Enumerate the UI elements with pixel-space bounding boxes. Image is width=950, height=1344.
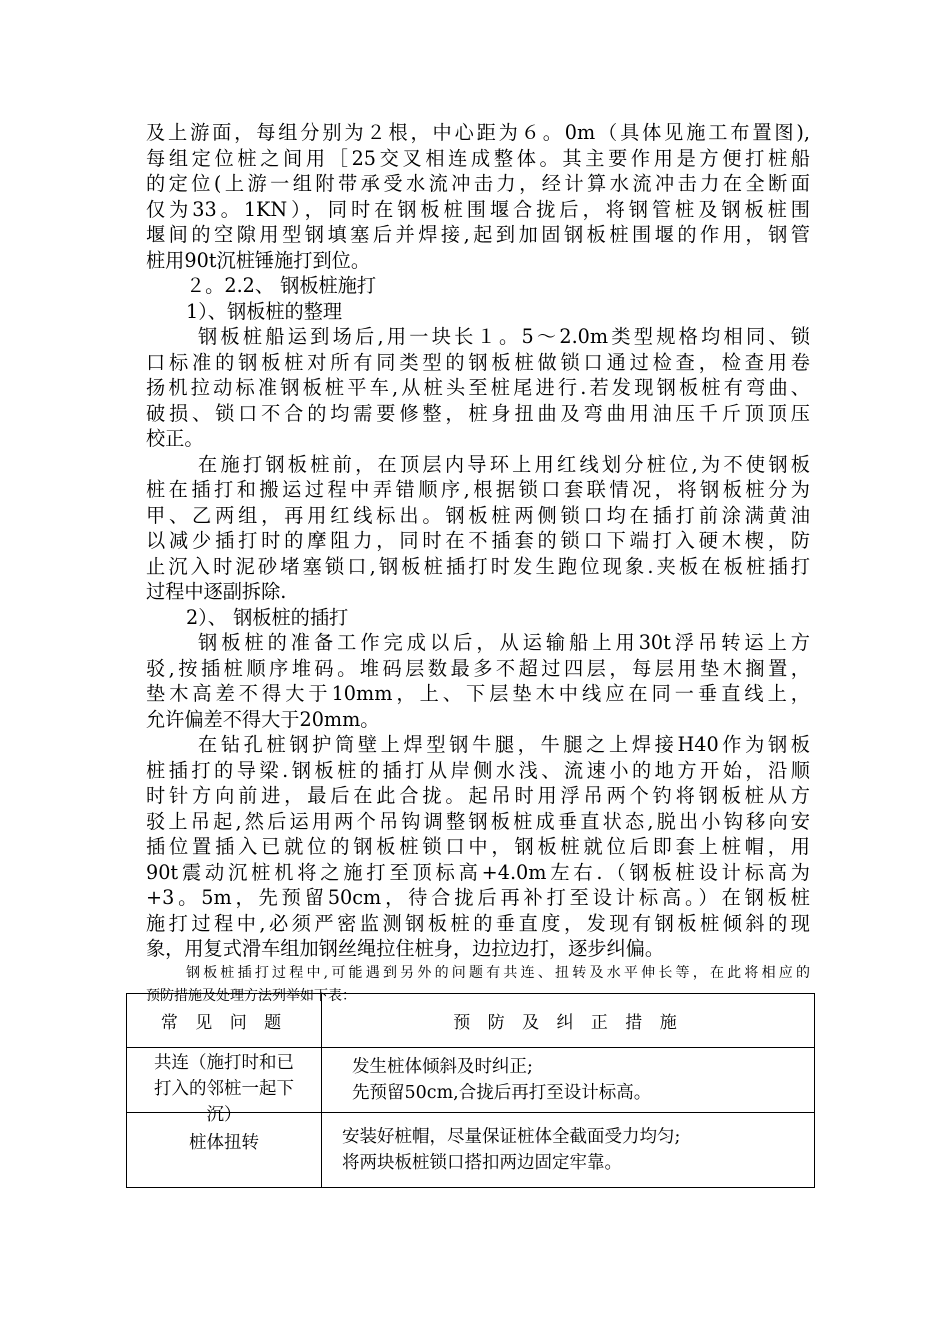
body-text-line: 象，用复式滑车组加钢丝绳拉住桩身，边拉边打，逐步纠偏。	[146, 937, 665, 960]
note-line: 预防措施及处理方法列举如下表：	[146, 987, 356, 1004]
measure-line: 先预留50cm,合拢后再打至设计标高。	[352, 1083, 652, 1103]
body-text-line: 过程中逐副拆除.	[146, 580, 287, 603]
body-text-line: 每组定位桩之间用［25交叉相连成整体。其主要作用是方便打桩船	[146, 146, 810, 170]
problem-line: 共连（施打时和已	[154, 1053, 294, 1073]
body-text-line: 施打过程中,必须严密监测钢板桩的垂直度，发现有钢板桩倾斜的现	[146, 911, 810, 935]
body-text-line: 桩在插打和搬运过程中弄错顺序,根据锁口套联情况，将钢板桩分为	[146, 478, 810, 501]
table-row	[127, 1048, 815, 1113]
body-text-line: 时针方向前进，最后在此合拢。起吊时用浮吊两个钓将钢板桩从方	[146, 784, 810, 807]
body-text-line: 仅为33。1KN），同时在钢板桩围堰合拢后，将钢管桩及钢板桩围	[146, 197, 810, 221]
table-cell-measures	[322, 1048, 815, 1113]
measures-table	[126, 993, 815, 1188]
measure-line: 安装好桩帽，尽量保证桩体全截面受力均匀;	[342, 1127, 681, 1147]
body-text-line: ２。2.2、 钢板桩施打	[186, 274, 377, 297]
body-text-line: 90t震动沉桩机将之施打至顶标高+4.0m左右.（钢板桩设计标高为	[146, 860, 810, 884]
body-text	[146, 120, 810, 962]
problem-line: 桩体扭转	[189, 1133, 259, 1153]
body-text-line: 垫木高差不得大于10mm，上、下层垫木中线应在同一垂直线上，	[146, 682, 810, 705]
problem-text	[127, 1048, 321, 1125]
body-text-line: 在施打钢板桩前，在顶层内导环上用红线划分桩位,为不使钢板	[198, 452, 810, 476]
body-text-line: 及上游面，每组分别为２根，中心距为６。0m（具体见施工布置图),	[146, 121, 810, 144]
body-text-line: 破损、锁口不合的均需要修整，桩身扭曲及弯曲用油压千斤顶顶压	[146, 401, 810, 425]
body-text-line: 以减少插打时的摩阻力，同时在不插套的锁口下端打入硬木楔，防	[146, 529, 810, 552]
body-text-line: 桩用90t沉桩锤施打到位。	[146, 248, 371, 272]
body-text-line: 扬机拉动标准钢板桩平车,从桩头至桩尾进行.若发现钢板桩有弯曲、	[146, 376, 810, 399]
body-text-line: +3。5m，先预留50cm，待合拢后再补打至设计标高。）在钢板桩	[146, 886, 810, 909]
table-cell-measures	[322, 1113, 815, 1188]
measure-line: 发生桩体倾斜及时纠正;	[352, 1057, 533, 1077]
body-text-line: 在钻孔桩钢护筒壁上焊型钢牛腿，牛腿之上焊接H40作为钢板	[198, 733, 810, 756]
body-text-line: 插位置插入已就位的钢板桩锁口中，钢板桩就位后即套上桩帽，用	[146, 835, 810, 858]
body-text-line: 堰间的空隙用型钢填塞后并焊接,起到加固钢板桩围堰的作用，钢管	[146, 223, 810, 246]
problem-line: 沉）	[206, 1105, 242, 1125]
body-text-line: 甲、乙两组，再用红线标出。钢板桩两侧锁口均在插打前涂满黄油	[146, 503, 810, 527]
problem-line: 打入的邻桩一起下	[154, 1079, 294, 1099]
document-body	[146, 120, 810, 1008]
table-header-row	[127, 994, 815, 1048]
body-text-line: 桩插打的导梁.钢板桩的插打从岸侧水浅、流速小的地方开始，沿顺	[146, 758, 810, 782]
note-line: 钢板桩插打过程中,可能遇到另外的问题有共连、扭转及水平伸长等，在此将相应的	[186, 964, 810, 981]
measure-line: 将两块板桩锁口搭扣两边固定牢靠。	[342, 1153, 622, 1173]
table-header-problem: 常 见 问 题	[127, 994, 322, 1048]
body-text-line: 止沉入时泥砂堵塞锁口,钢板桩插打时发生跑位现象.夹板在板桩插打	[146, 554, 810, 578]
body-text-line: 钢板桩的准备工作完成以后，从运输船上用30t浮吊转运上方	[198, 631, 810, 654]
body-text-line: 2）、 钢板桩的插打	[186, 605, 349, 629]
table-cell-problem	[127, 1048, 322, 1125]
body-text-line: 允许偏差不得大于20mm。	[146, 707, 380, 731]
body-text-line: 1）、钢板桩的整理	[186, 299, 343, 323]
body-text-line: 驳,按插桩顺序堆码。堆码层数最多不超过四层，每层用垫木搁置，	[146, 656, 810, 680]
body-text-line: 钢板桩船运到场后,用一块长１。5～2.0m类型规格均相同、锁	[198, 325, 810, 348]
table-header-measures: 预 防 及 纠 正 措 施	[322, 994, 815, 1048]
body-text-line: 口标准的钢板桩对所有同类型的钢板桩做锁口通过检查，检查用卷	[146, 350, 810, 374]
body-text-line: 的定位(上游一组附带承受水流冲击力，经计算水流冲击力在全断面	[146, 172, 810, 195]
body-text-line: 驳上吊起,然后运用两个吊钩调整钢板桩成垂直状态,脱出小钩移向安	[146, 809, 810, 833]
body-text-line: 校正。	[146, 427, 204, 450]
